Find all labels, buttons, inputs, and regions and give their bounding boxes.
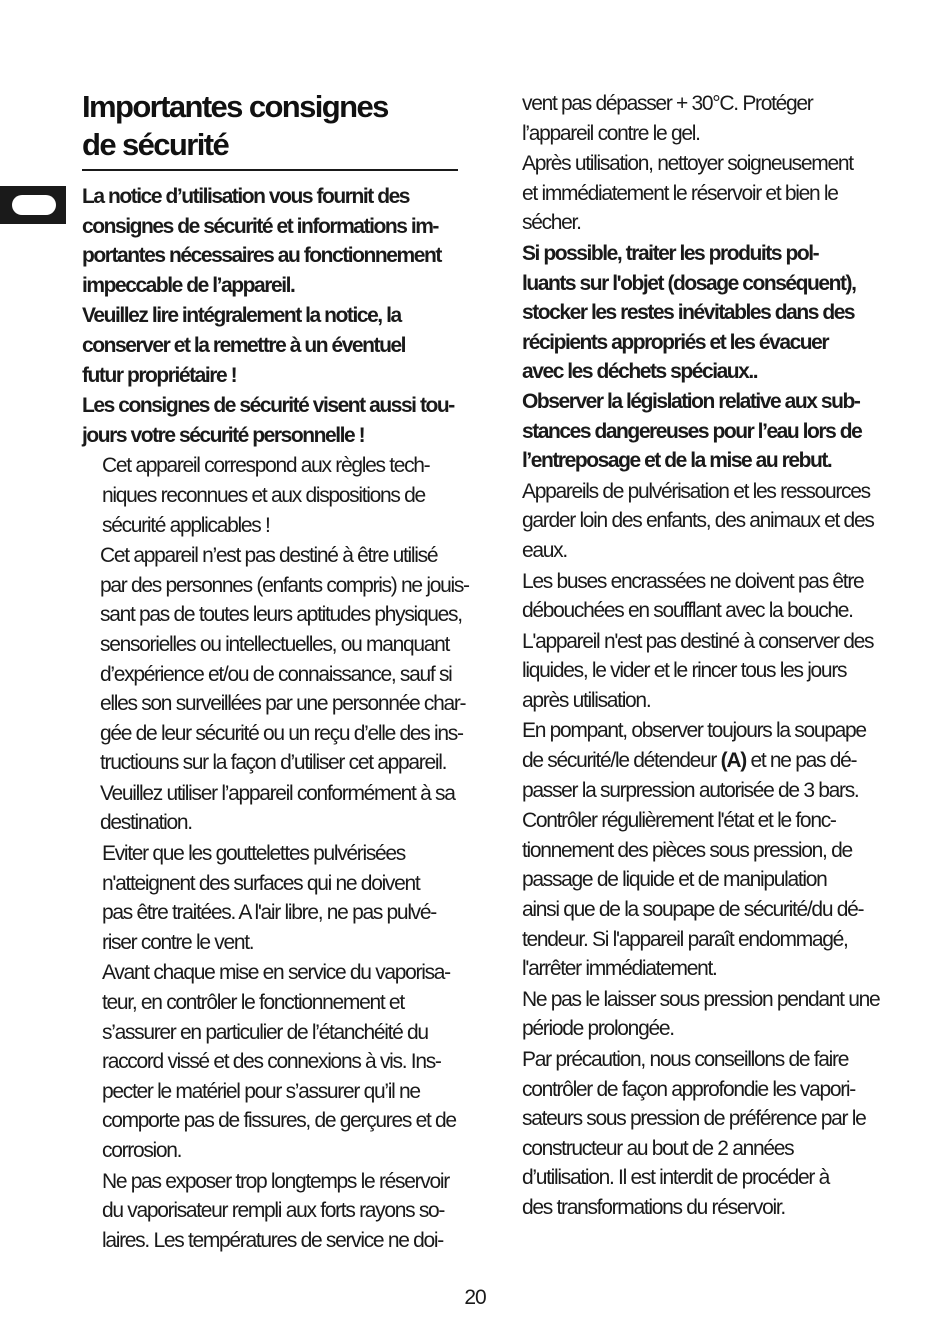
text-line: conserver et la remettre à un éventuel	[82, 333, 406, 357]
text-line: En pompant, observer toujours la soupape	[522, 719, 866, 743]
paragraph	[522, 477, 882, 566]
paragraph	[82, 779, 460, 838]
text-line: Eviter que les gouttelettes pulvérisées	[102, 842, 405, 866]
text-line: riser contre le vent.	[102, 930, 254, 954]
text-line: s’assurer en particulier de l’étanchéité du	[102, 1020, 428, 1044]
text-line: gée de leur sécurité ou un reçu d’elle des ins-	[100, 721, 463, 745]
text-line: garder loin des enfants, des animaux et des	[522, 509, 874, 533]
text-line: Veuillez utiliser l’appareil conformément à sa	[100, 781, 455, 805]
language-tab-pill	[12, 195, 56, 215]
text-line: eaux.	[522, 538, 567, 562]
text-line: période prolongée.	[522, 1017, 674, 1041]
text-line: d’utilisation. Il est interdit de procéder à	[522, 1166, 829, 1190]
text-line: l’entreposage et de la mise au rebut.	[522, 449, 832, 473]
paragraph	[522, 567, 882, 626]
text-line: laires. Les températures de service ne doi-	[102, 1228, 443, 1252]
text-line: destination.	[100, 811, 192, 835]
right-text-column	[522, 89, 882, 1224]
paragraph	[522, 716, 882, 805]
text-line: stances dangereuses pour l’eau lors de	[522, 419, 862, 443]
title-underline	[82, 169, 458, 171]
text-line: tendeur. Si l'appareil paraît endommagé,	[522, 927, 848, 951]
paragraph	[82, 839, 460, 957]
text-line: Contrôler régulièrement l'état et le fonc-	[522, 809, 836, 833]
text-line: elles son surveillées par une personnée char-	[100, 692, 466, 716]
text-line: Appareils de pulvérisation et les ressources	[522, 479, 870, 503]
text-line: raccord vissé et des connexions à vis. Ins-	[102, 1050, 441, 1074]
text-line: débouchées en soufflant avec la bouche.	[522, 599, 853, 623]
text-line: vent pas dépasser + 30°C. Protéger	[522, 92, 813, 115]
text-line: Les consignes de sécurité visent aussi tou-	[82, 394, 454, 418]
text-line: luants sur l'objet (dosage conséquent),	[522, 271, 856, 295]
paragraph	[522, 1045, 882, 1223]
text-line: sécher.	[522, 211, 581, 235]
paragraph	[522, 627, 882, 716]
text-line: comporte pas de fissures, de gerçures et de	[102, 1109, 456, 1133]
text-line: Si possible, traiter les produits pol-	[522, 241, 819, 265]
page-number: 20	[464, 1286, 486, 1309]
section-title	[82, 88, 462, 164]
text-line: n'atteignent des surfaces qui ne doivent	[102, 871, 420, 895]
paragraph	[82, 1167, 460, 1256]
text-line: de sécurité/le détendeur (A) et ne pas dé-	[522, 749, 857, 773]
text-line: L'appareil n'est pas destiné à conserver des	[522, 629, 874, 653]
section-title-line-2: de sécurité	[82, 127, 229, 162]
text-line: impeccable de l’appareil.	[82, 273, 295, 297]
paragraph	[82, 541, 469, 778]
paragraph	[522, 89, 882, 148]
text-line: récipients appropriés et les évacuer	[522, 330, 829, 354]
valve-reference: (A)	[720, 749, 746, 773]
text-line: des transformations du réservoir.	[522, 1195, 785, 1219]
text-line: La notice d’utilisation vous fournit des	[82, 185, 410, 208]
paragraph	[82, 182, 460, 300]
text-line: liquides, le vider et le rincer tous les jours	[522, 659, 847, 683]
text-line: avec les déchets spéciaux..	[522, 360, 758, 384]
text-line: après utilisation.	[522, 688, 651, 712]
text-line: du vaporisateur rempli aux forts rayons so-	[102, 1199, 445, 1223]
text-line: sateurs sous pression de préférence par le	[522, 1107, 866, 1131]
left-text-column	[82, 182, 469, 1256]
text-line: niques reconnues et aux dispositions de	[102, 483, 425, 507]
text-line: stocker les restes inévitables dans des	[522, 301, 855, 325]
paragraph	[82, 958, 460, 1165]
paragraph	[82, 391, 460, 450]
text-line: par des personnes (enfants compris) ne jouis-	[100, 573, 469, 597]
text-line: passer la surpression autorisée de 3 bars.	[522, 778, 859, 802]
text-line: futur propriétaire !	[82, 363, 237, 387]
text-line: sécurité applicables !	[102, 513, 270, 537]
text-line: pecter le matériel pour s’assurer qu’il ne	[102, 1079, 420, 1103]
text-line: Cet appareil n’est pas destiné à être utilisé	[100, 544, 438, 568]
paragraph	[82, 451, 460, 540]
paragraph	[522, 149, 882, 238]
text-line: d’expérience et/ou de connaissance, sauf si	[100, 662, 452, 686]
text-line: Cet appareil correspond aux règles tech-	[102, 454, 430, 478]
text-line: tructiouns sur la façon d’utiliser cet appareil.	[100, 751, 447, 775]
text-line: tionnement des pièces sous pression, de	[522, 838, 852, 862]
paragraph	[522, 985, 882, 1044]
text-line: pas être traitées. A l'air libre, ne pas pulvé-	[102, 901, 436, 925]
text-line: Avant chaque mise en service du vaporisa-	[102, 961, 450, 985]
text-line: sensorielles ou intellectuelles, ou manquant	[100, 632, 450, 656]
text-line: portantes nécessaires au fonctionnement	[82, 244, 441, 268]
text-line: ainsi que de la soupape de sécurité/du dé-	[522, 898, 864, 922]
text-line: Ne pas le laisser sous pression pendant une	[522, 987, 880, 1011]
text-line: l’appareil contre le gel.	[522, 121, 700, 145]
text-line: Les buses encrassées ne doivent pas être	[522, 569, 864, 593]
text-line: et immédiatement le réservoir et bien le	[522, 181, 838, 205]
language-tab-marker	[0, 186, 66, 224]
paragraph	[82, 301, 460, 390]
text-line: Veuillez lire intégralement la notice, la	[82, 304, 401, 328]
text-line: Ne pas exposer trop longtemps le réservoir	[102, 1169, 449, 1193]
text-line: contrôler de façon approfondie les vapori-	[522, 1077, 855, 1101]
text-line: corrosion.	[102, 1139, 182, 1162]
paragraph	[522, 806, 882, 984]
paragraph	[522, 387, 882, 476]
text-line: sant pas de toutes leurs aptitudes physiques,	[100, 603, 462, 627]
text-line: Après utilisation, nettoyer soigneusement	[522, 152, 853, 176]
text-line: passage de liquide et de manipulation	[522, 868, 827, 892]
text-line: consignes de sécurité et informations im-	[82, 214, 438, 238]
section-title-line-1: Importantes consignes	[82, 89, 388, 124]
text-line: Observer la législation relative aux sub-	[522, 389, 860, 413]
text-line: teur, en contrôler le fonctionnement et	[102, 991, 404, 1015]
text-line: jours votre sécurité personnelle !	[82, 423, 365, 447]
text-line: Par précaution, nous conseillons de faire	[522, 1048, 849, 1071]
text-line: constructeur au bout de 2 années	[522, 1136, 794, 1160]
paragraph	[522, 239, 882, 387]
text-line: l'arrêter immédiatement.	[522, 957, 717, 981]
